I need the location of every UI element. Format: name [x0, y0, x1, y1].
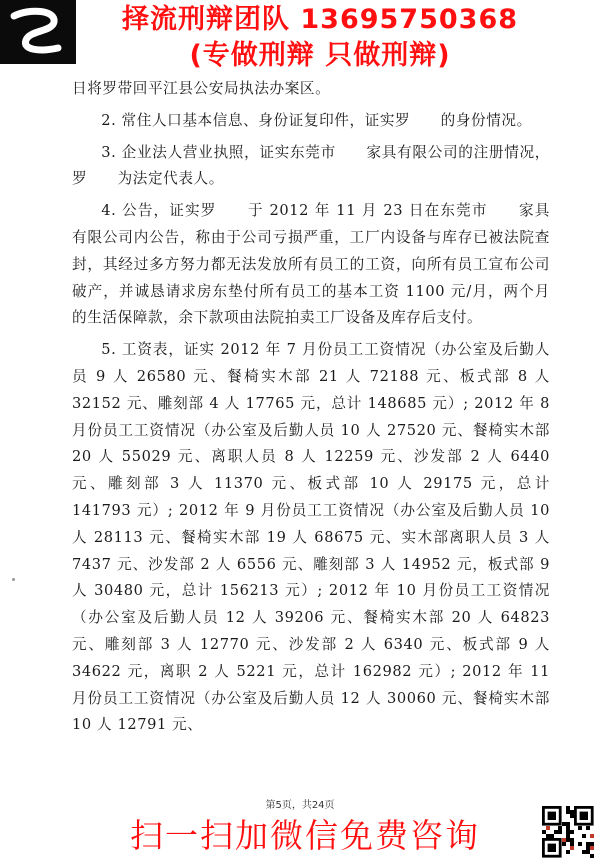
page-indicator: 第5页，共24页 [265, 800, 335, 811]
paragraph: 日将罗带回平江县公安局执法办案区。 [72, 80, 331, 97]
wechat-cta: 扫一扫加微信免费咨询 [130, 816, 480, 855]
scan-speck [12, 578, 15, 581]
paragraph: 2. 常住人口基本信息、身份证复印件，证实罗 的身份情况。 [101, 111, 532, 129]
paragraph: 5. 工资表，证实 2012 年 7 月份员工工资情况（办公室及后勤人员 9 人 26580 元、餐椅实木部 21 人 72188 元、板式部 8 人 32152 元、雕刻部 4 人 17765 元，总计 148685 元）; 2012 年 8 月份员工工资情况（办公室及后勤人员 10 人 27520 元、餐椅实木部 20 人 55029 元、离职人员 8 人 12259 元、沙发部 2 人 6440 元、雕刻部 3 人 11370 元、板式部 10 人 29175 元，总计 141793 元）; 2012 年 9 月份员工工资情况（办公室及后勤人员 10 人 28113 元、餐椅实木部 19 人 68675 元、实木部离职人员 3 人 7437 元、沙发部 2 人 6556 元、雕刻部 3 人 14952 元，板式部 9 人 30480 元，总计 156213 元）; 2012 年 10 月份员工工资情况（办公室及后勤人员 12 人 39206 元、餐椅实木部 20 人 64823 元、雕刻部 3 人 12770 元、沙发部 2 人 6340 元、板式部 9 人 34622 元，离职 2 人 5221 元，总计 162982 元）; 2012 年 11 月份员工工资情况（办公室及后勤人员 12 人 30060 元、餐椅实木部 10 人 12791 元、 [72, 341, 550, 734]
paragraph: 4. 公告，证实罗 于 2012 年 11 月 23 日在东莞市 家具有限公司内公告，称由于公司亏损严重，工厂内设备与库存已被法院查封，其经过多方努力都无法发放所有员工的工资，向所有员工宣布公司破产，并诚恳请求房东垫付所有员工的基本工资 1100 元/月，两个月的生活保障款，余下款项由法院拍卖工厂设备及库存后支付。 [72, 202, 550, 327]
document-body [72, 76, 550, 739]
banner-title: 择流刑辩团队 13695750368 [121, 4, 519, 35]
paragraph: 3. 企业法人营业执照，证实东莞市 家具有限公司的注册情况，罗 为法定代表人。 [72, 143, 550, 188]
banner-subtitle: (专做刑辩 只做刑辩) [189, 40, 451, 71]
qr-code-icon[interactable] [542, 806, 594, 858]
contact-banner [60, 2, 580, 74]
